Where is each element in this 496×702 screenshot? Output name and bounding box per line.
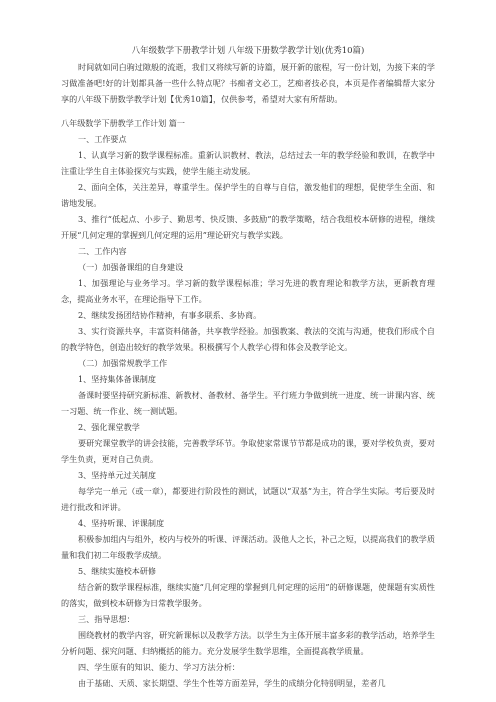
paragraph: 结合新的数学课程标准，继续实施“几何定理的掌握到几何定理的运用”的研修课题，使课题有实质性的落实，做到校本研修为日常教学服务。	[61, 582, 435, 608]
section-title: 八年级数学下册教学工作计划 篇一	[61, 118, 185, 128]
paragraph: 4、坚持听课、评课制度	[78, 518, 165, 528]
paragraph: 备课时要坚持研究新标准、新教材、备教材、备学生。平行班力争做到统一进度、统一讲课内容、统一习题、统一作业、统一测试题。	[61, 390, 435, 416]
paragraph: 3、推行“低起点、小步子、勤思考、快反馈、多鼓励”的教学策略，结合我组校本研修的进程，继续开展“几何定理的掌握到几何定理的运用”理论研究与教学实践。	[61, 214, 435, 240]
heading-work-content: 二、工作内容	[78, 246, 127, 256]
paragraph: 1、加强理论与业务学习。学习新的数学课程标准；学习先进的教育理论和教学方法，更新教育理念，提高业务水平，在理论指导下工作。	[61, 278, 435, 304]
paragraph: 1、认真学习新的数学课程标准。重新认识教材、教法，总结过去一年的教学经验和教训，在教学中注重让学生自主体验探究与实践，使学生能主动发展。	[61, 150, 435, 176]
paragraph: 2、强化课堂教学	[78, 422, 140, 432]
paragraph: 要研究课堂教学的讲会技能，完善教学环节。争取使家常课节节都是成功的课，要对学校负责，要对学生负责，更对自己负责。	[61, 438, 435, 464]
subheading: （二）加强常规教学工作	[78, 358, 168, 368]
paragraph: 每学完一单元（或一章），都要进行阶段性的测试，试题以“双基”为主，符合学生实际。考后要及时进行批改和评讲。	[61, 486, 435, 512]
spacer	[61, 107, 435, 115]
paragraph: 围绕教材的教学内容，研究新课标以及教学方法。以学生为主体开展丰富多彩的教学活动，培养学生分析问题、探究问题、归纳概括的能力。充分发展学生数学思维，全面提高教学质量。	[61, 630, 435, 656]
paragraph: 2、继续发扬团结协作精神，有事多联系、多协商。	[78, 310, 262, 320]
paragraph: 2、面向全体，关注差异，尊重学生。保护学生的自尊与自信，激发他们的理想，促使学生全面、和谐地发展。	[61, 182, 435, 208]
heading-student-analysis: 四、学生原有的知识、能力、学习方法分析：	[78, 662, 240, 672]
paragraph: 积极参加组内与组外，校内与校外的听课、评课活动。汲他人之长，补己之短，以提高我们的教学质量和我们初二年级教学成绩。	[61, 534, 435, 560]
subheading: （一）加强备课组的自身建设	[78, 262, 184, 272]
paragraph: 3、坚持单元过关制度	[78, 470, 156, 480]
heading-guiding-thought: 三、指导思想：	[78, 614, 135, 624]
paragraph: 1、坚持集体备课制度	[78, 374, 156, 384]
heading-work-points: 一、工作要点	[78, 134, 127, 144]
paragraph: 5、继续实施校本研修	[78, 566, 156, 576]
paragraph: 3、实行资源共享，丰富资料储备，共享教学经验。加强教案、教法的交流与沟通，使我们形成个自的教学特色，创造出较好的教学效果。积极撰写个人教学心得和体会及教学论文。	[61, 326, 435, 352]
paragraph: 由于基础、天质、家长期望、学生个性等方面差异，学生的成绩分化特别明显，差者几	[78, 678, 386, 688]
intro-paragraph: 时间就如同白驹过隙般的流逝，我们又将续写新的诗篇，展开新的旅程，写一份计划，为接下来的学习做准备吧!好的计划都具备一些什么特点呢？书痴者文必工，艺痴者技必良，本页是作者编辑帮大家分享的八年级下册数学教学计划【优秀10篇】，仅供参考，希望对大家有所帮助。	[61, 62, 435, 104]
document-title: 八年级数学下册教学计划 八年级下册数学教学计划(优秀10篇)	[131, 46, 365, 56]
